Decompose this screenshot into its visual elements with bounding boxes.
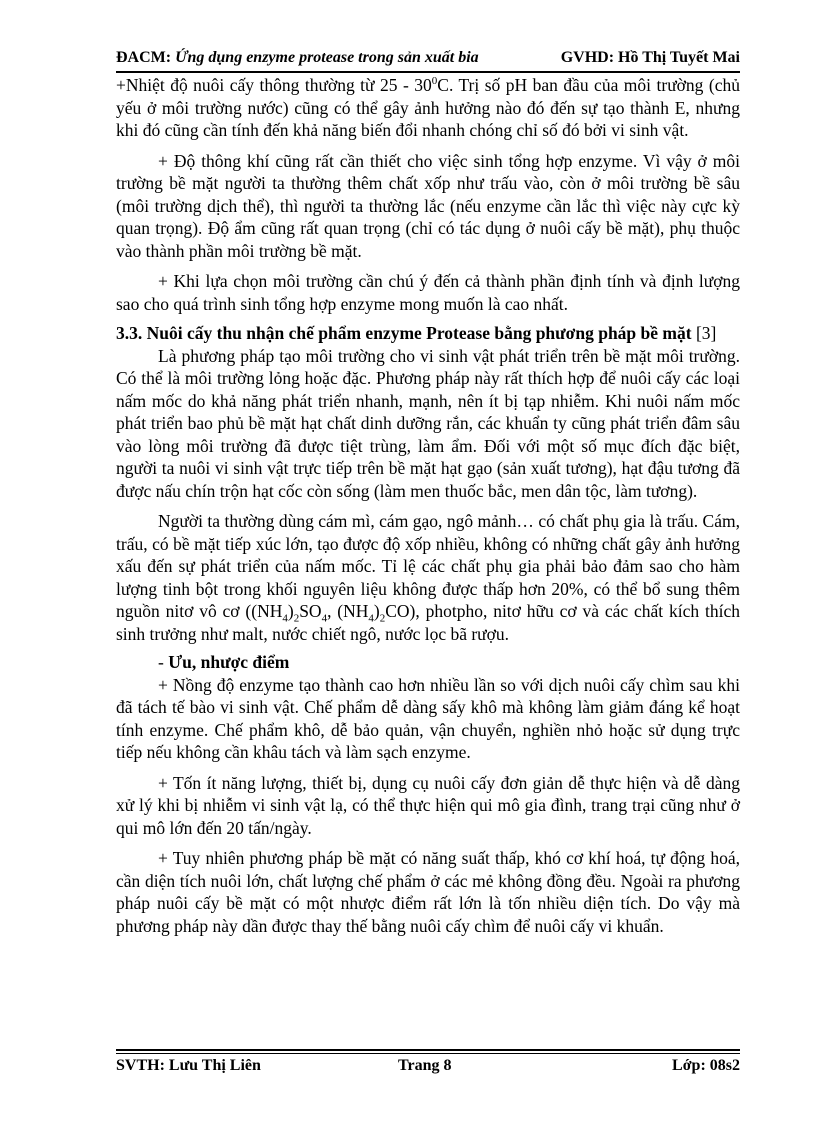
footer-student: SVTH: Lưu Thị Liên (116, 1057, 261, 1074)
paragraph-disadvantages: + Tuy nhiên phương pháp bề mặt có năng suất thấp, khó cơ khí hoá, tự động hoá, cần diện tích nuôi lớn, chất lượng chế phẩm ở các mẻ không đồng đều. Ngoài ra phương pháp nuôi cấy bề mặt có một nhược điểm rất lớn là tốn nhiều diện tích. Do vậy mà phương pháp này dần được thay thế bằng nuôi cấy chìm để nuôi cấy vi khuẩn. (116, 848, 740, 936)
footer-class: Lớp: 08s2 (672, 1057, 740, 1074)
p5-text-f: CO), photpho, nitơ hữu cơ và các chất kích thích sinh trưởng như malt, nước chiết ngô, nước lọc bã rượu. (116, 601, 741, 644)
paragraph-advantage-energy: + Tốn ít năng lượng, thiết bị, dụng cụ nuôi cấy đơn giản dễ thực hiện và dễ dàng xử lý khi bị nhiễm vi sinh vật lạ, có thể thực hiện qui mô gia đình, trang trại cũng như ở qui mô lớn đến 20 tấn/ngày. (116, 772, 740, 838)
page-footer (116, 1057, 740, 1077)
paragraph-aeration: + Độ thông khí cũng rất cần thiết cho việc sinh tổng hợp enzyme. Vì vậy ở môi trường bề mặt người ta thường thêm chất xốp như trấu vào, còn ở môi trường bề sâu (môi trường dịch thể), thì người ta thường lắc (nếu enzyme cần lắc thì việc này cực kỳ quan trọng). Độ ẩm cũng rất quan trọng (chỉ có tác dụng ở nuôi cấy bề mặt), phụ thuộc vào thành phần môi trường bề mặt. (116, 150, 740, 261)
p5-sub-1: 4 (282, 612, 288, 625)
p5-text-b: ) (287, 601, 294, 621)
header-topic: Ứng dụng enzyme protease trong sản xuất bia (175, 49, 479, 66)
p5-sub-3: 4 (321, 612, 328, 625)
header-prefix: ĐACM: (116, 49, 176, 66)
paragraph-temperature (116, 74, 740, 142)
p5-text-c: SO (299, 601, 322, 621)
section-heading (116, 322, 740, 345)
footer-rule-bottom (116, 1053, 740, 1054)
paragraph-advantage-concentration: + Nồng độ enzyme tạo thành cao hơn nhiều lần so với dịch nuôi cấy chìm sau khi đã tách tế bào vi sinh vật. Chế phẩm dễ dàng sấy khô mà không làm giảm đáng kể hoạt tính enzyme. Chế phẩm khô, dễ bảo quản, vận chuyển, nghiền nhỏ hoặc sử dụng trực tiếp nếu không cần khâu tách và làm sạch enzyme. (116, 674, 740, 762)
header-rule (116, 71, 740, 73)
subheading-dash: - (158, 652, 169, 672)
p1-text-b: C. Trị số pH ban đầu của môi trường (chủ yếu ở môi trường nước) cũng có thể gây ảnh hưởng nào đó đến sự tạo thành E, nhưng khi đó cũng cần tính đến khả năng biến đổi nhanh chóng chỉ số đó bởi vi sinh vật. (116, 75, 740, 140)
subheading-pros-cons (116, 651, 740, 674)
p5-text-e: ) (373, 601, 380, 621)
p5-text-d: , (NH (327, 601, 369, 621)
p5-sub-2: 2 (293, 612, 300, 625)
header-project-title (116, 49, 479, 67)
p5-sub-5: 2 (379, 612, 386, 625)
footer-page-number: Trang 8 (398, 1057, 452, 1074)
section-title: 3.3. Nuôi cấy thu nhận chế phẩm enzyme Protease bằng phương pháp bề mặt (116, 323, 696, 343)
section-ref: [3] (695, 323, 717, 343)
subheading-title: Ưu, nhược điểm (168, 652, 290, 672)
header-supervisor: GVHD: Hồ Thị Tuyết Mai (560, 49, 740, 66)
p1-text-a: +Nhiệt độ nuôi cấy thông thường từ 25 - 30 (116, 75, 432, 95)
paragraph-surface-method: Là phương pháp tạo môi trường cho vi sinh vật phát triển trên bề mặt môi trường. Có thể là môi trường lỏng hoặc đặc. Phương pháp này rất thích hợp để nuôi cấy các loại nấm mốc do khả năng phát triển nhanh, mạnh, nên ít bị tạp nhiễm. Khi nuôi nấm mốc phát triển bao phủ bề mặt hạt chất dinh dưỡng rắn, các khuẩn ty cũng phát triển đâm sâu vào lòng môi trường đã được tiệt trùng, làm ẩm. Đối với một số mục đích đặc biệt, người ta nuôi vi sinh vật trực tiếp trên bề mặt hạt gạo (sản xuất tương), hạt đậu tương đã được nấu chín trộn hạt cốc còn sống (làm men thuốc bắc, men dân tộc, làm tương). (116, 345, 740, 501)
p5-sub-4: 4 (368, 612, 374, 625)
page-header (116, 46, 740, 70)
p5-text-a: Người ta thường dùng cám mì, cám gạo, ngô mảnh… có chất phụ gia là trấu. Cám, trấu, có bề mặt tiếp xúc lớn, tạo được độ xốp nhiều, không có những chất gây ảnh hưởng xấu đến sự phát triển của nấm mốc. Tỉ lệ các chất phụ gia phải bảo đảm sao cho hàm lượng tinh bột trong khối nguyên liệu không được thấp hơn 20%, có thể bổ sung thêm nguồn nitơ vô cơ ((NH (116, 511, 740, 621)
paragraph-media-choice: + Khi lựa chọn môi trường cần chú ý đến cả thành phần định tính và định lượng sao cho quá trình sinh tổng hợp enzyme mong muốn là cao nhất. (116, 271, 740, 314)
document-body (116, 74, 740, 937)
footer-rule-top (116, 1049, 740, 1051)
paragraph-substrates (116, 510, 740, 645)
p1-superscript: 0 (431, 75, 438, 88)
